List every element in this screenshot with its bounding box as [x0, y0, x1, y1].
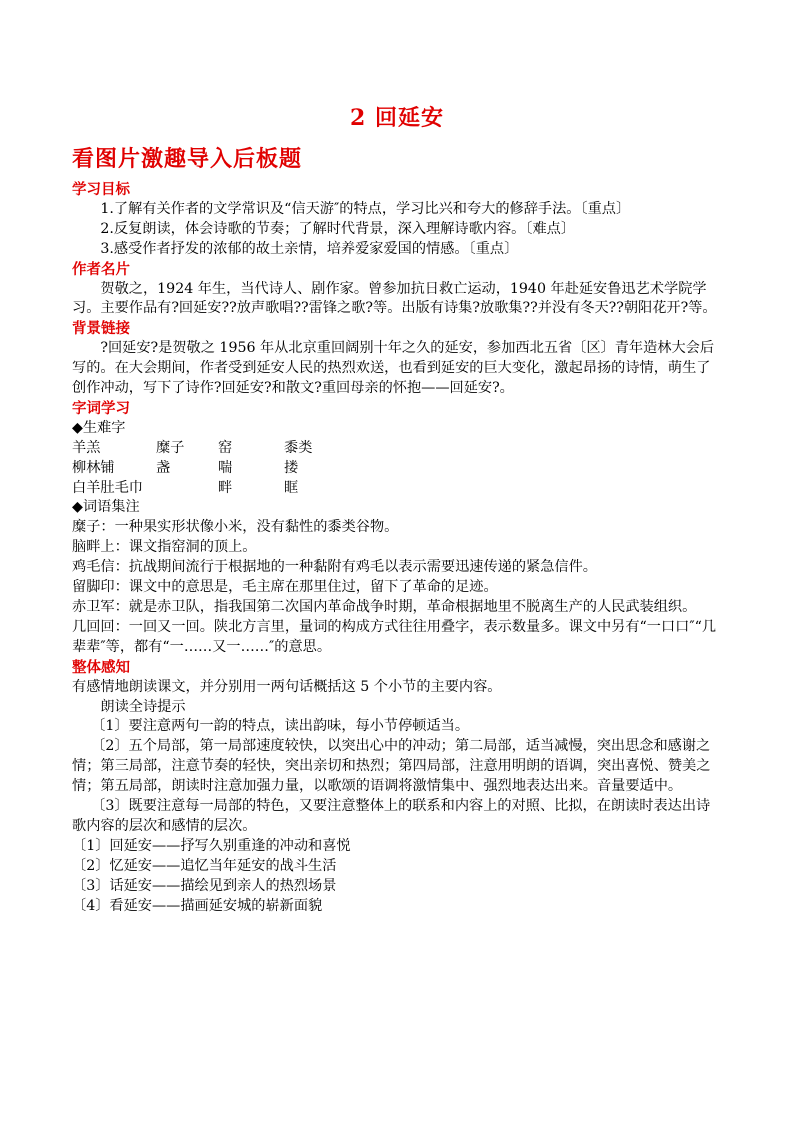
summary-item: 〔3〕话延安——描绘见到亲人的热烈场景 — [72, 877, 337, 894]
author-text: 贺敬之，1924 年生，当代诗人、剧作家。曾参加抗日救亡运动，1940 年赴延安鲁迅艺术学院学习。主要作品有?回延安??放声歌唱??雷锋之歌?等。出版有诗集?放歌集??并没有冬天??朝阳花开?等。 — [72, 280, 717, 317]
section-heading-overall: 整体感知 — [72, 658, 130, 676]
overall-intro: 有感情地朗读课文，并分别用一两句话概括这 5 个小节的主要内容。 — [72, 678, 502, 695]
lesson-body — [72, 180, 722, 916]
chars-row — [72, 479, 722, 499]
summary-item: 〔1〕回延安——抒写久别重逢的冲动和喜悦 — [72, 837, 351, 854]
chars-label: ◆生难字 — [72, 419, 126, 436]
tips-label: 朗读全诗提示 — [100, 698, 186, 715]
chars-row — [72, 439, 722, 459]
char-cell: 搂 — [284, 459, 299, 476]
chars-row — [72, 459, 722, 479]
word-entry: 赤卫军：就是赤卫队，指我国第二次国内革命战争时期，革命根据地里不脱离生产的人民武装组织。 — [72, 598, 697, 615]
words-label: ◆词语集注 — [72, 499, 140, 516]
char-cell: 白羊肚毛巾 — [72, 479, 143, 496]
tip-item: 〔2〕五个局部，第一局部速度较快，以突出心中的冲动；第二局部，适当减慢，突出思念和感谢之情；第三局部，注意节奏的轻快，突出亲切和热烈；第四局部，注意用明朗的语调，突出喜悦、赞美之情；第五局部，朗读时注意加强力量，以歌颂的语调将激情集中、强烈地表达出来。音量要适中。 — [72, 738, 711, 795]
char-cell: 羊羔 — [72, 439, 101, 456]
word-entry: 留脚印：课文中的意思是，毛主席在那里住过，留下了革命的足迹。 — [72, 579, 498, 596]
char-cell: 糜子 — [156, 439, 185, 456]
summary-item: 〔4〕看延安——描画延安城的崭新面貌 — [72, 897, 323, 914]
goal-item: 1.了解有关作者的文学常识及“信天游″的特点，学习比兴和夸大的修辞手法。〔重点〕 — [100, 200, 631, 217]
word-entry: 鸡毛信：抗战期间流行于根据地的一种黏附有鸡毛以表示需要迅速传递的紧急信件。 — [72, 559, 597, 576]
char-cell: 窑 — [218, 439, 233, 456]
goal-item: 3.感受作者抒发的浓郁的故土亲情，培养爱家爱国的情感。〔重点〕 — [100, 240, 519, 257]
word-entry: 脑畔上：课文指窑洞的顶上。 — [72, 539, 257, 556]
section-heading-vocab: 字词学习 — [72, 399, 130, 417]
section-heading-author: 作者名片 — [72, 260, 130, 278]
goal-item: 2.反复朗读，体会诗歌的节奏；了解时代背景，深入理解诗歌内容。〔难点〕 — [100, 220, 576, 237]
char-cell: 眶 — [284, 479, 299, 496]
section-heading-goals: 学习目标 — [72, 181, 130, 198]
word-entry: 几回回：一回又一回。陕北方言里，量词的构成方式往往用叠字，表示数量多。课文中另有“一口口″“几辈辈″等，都有“一……又一……″的意思。 — [72, 618, 717, 655]
char-cell: 黍类 — [284, 439, 313, 456]
background-text: ?回延安?是贺敬之 1956 年从北京重回阔别十年之久的延安，参加西北五省〔区〕青年造林大会后写的。在大会期间，作者受到延安人民的热烈欢送，也看到延安的巨大变化，激起昂扬的诗情，萌生了创作冲动，写下了诗作?回延安?和散文?重回母亲的怀抱——回延安?。 — [72, 340, 715, 397]
word-entry: 糜子：一种果实形状像小米，没有黏性的黍类谷物。 — [72, 519, 399, 536]
section-heading-background: 背景链接 — [72, 320, 130, 338]
char-cell: 盏 — [156, 459, 171, 476]
tip-item: 〔1〕要注意两句一韵的特点，读出韵味，每小节停顿适当。 — [91, 718, 470, 735]
tip-item: 〔3〕既要注意每一局部的特色，又要注意整体上的联系和内容上的对照、比拟，在朗读时表达出诗歌内容的层次和感情的层次。 — [72, 798, 711, 834]
lesson-subtitle: 看图片激趣导入后板题 — [72, 146, 303, 172]
char-cell: 喘 — [218, 459, 233, 476]
lesson-title: 2 回延安 — [350, 105, 444, 131]
char-cell: 畔 — [218, 479, 233, 496]
summary-item: 〔2〕忆延安——追忆当年延安的战斗生活 — [72, 857, 337, 874]
char-cell: 柳林铺 — [72, 459, 115, 476]
